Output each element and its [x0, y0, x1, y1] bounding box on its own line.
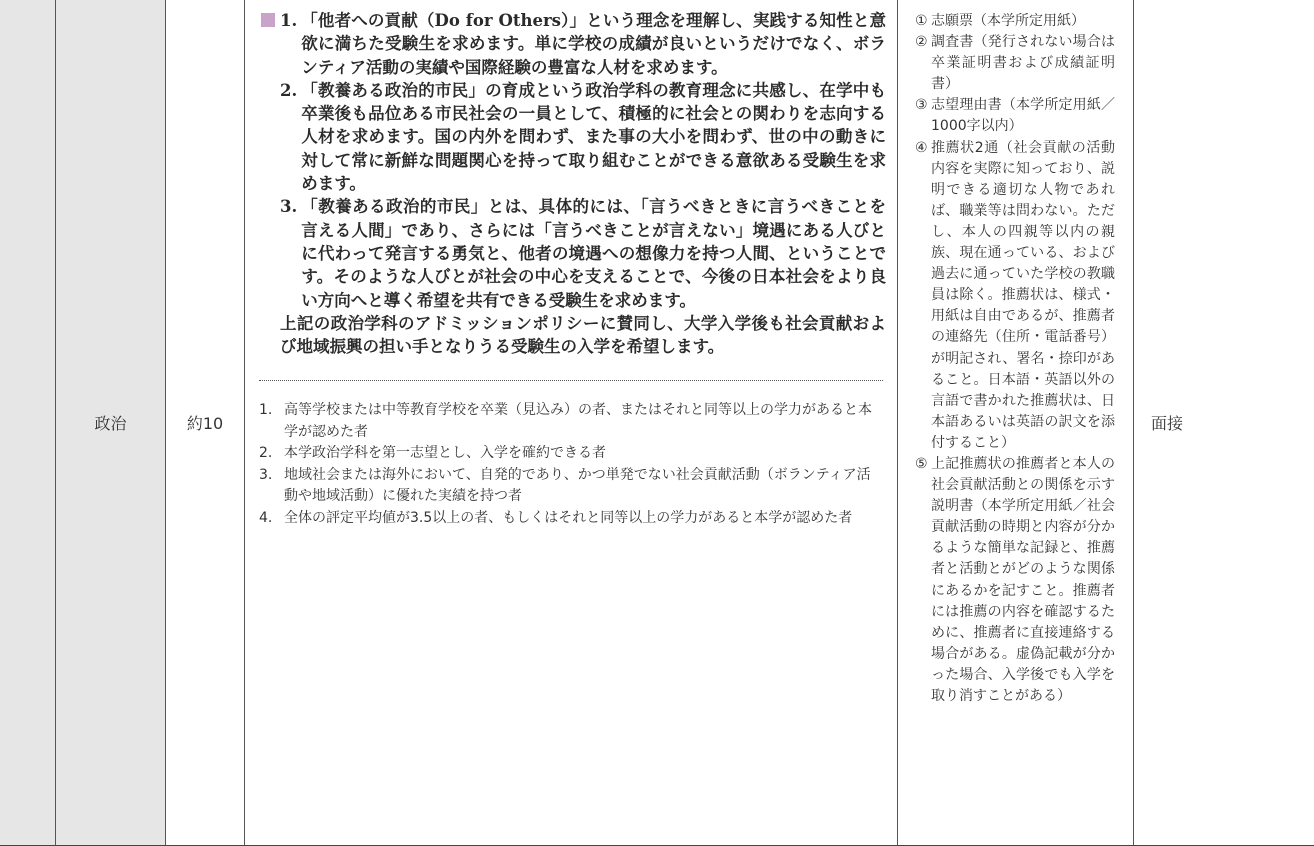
- document-item: ⑤ 上記推薦状の推薦者と本人の社会貢献活動との関係を示す説明書（本学所定用紙／社会貢献活動の時期と内容が分かるような簡単な記録と、推薦者と活動とがどのような関係にあるかを記すこと。推薦者には推薦の内容を確認するために、推薦者に直接連絡する場合がある。虚偽記載が分かった場合、入学後でも入学を取り消すことがある）: [915, 455, 1115, 704]
- eligibility-requirements: [259, 400, 883, 529]
- department-name: 政治: [94, 414, 127, 433]
- requirement-item: 3. 地域社会または海外において、自発的であり、かつ単発でない社会貢献活動（ボランティア活動や地域活動）に優れた実績を持つ者: [259, 466, 871, 504]
- required-documents: [915, 11, 1115, 707]
- policy-item: 2. 「教養ある政治的市民」の育成という政治学科の教育理念に共感し、在学中も卒業後も品位ある市民社会の一員として、積極的に社会との関わりを志向する人材を求めます。国の内外を問わず、また事の大小を問わず、世の中の動きに対して常に新鮮な問題関心を持って取り組むことができる意欲ある受験生を求めます。: [280, 80, 886, 194]
- requirement-item: 4. 全体の評定平均値が3.5以上の者、もしくはそれと同等以上の学力があると本学が認めた者: [259, 509, 853, 526]
- square-marker-icon: [261, 13, 275, 27]
- selection-method: 面接: [1151, 414, 1184, 433]
- policy-requirements-cell: [245, 0, 898, 845]
- policy-footer: 上記の政治学科のアドミッションポリシーに賛同し、大学入学後も社会貢献および地域振興の担い手となりうる受験生の入学を希望します。: [280, 313, 886, 357]
- department-cell: [56, 0, 166, 845]
- document-item: ③ 志望理由書（本学所定用紙／1000字以内）: [915, 97, 1115, 135]
- requirement-item: 2. 本学政治学科を第一志望とし、入学を確約できる者: [259, 445, 606, 461]
- document-item: ① 志願票（本学所定用紙）: [915, 13, 1085, 29]
- capacity-value: 約10: [186, 414, 224, 433]
- documents-cell: [898, 0, 1134, 845]
- document-item: ④ 推薦状2通（社会貢献の活動内容を実際に知っており、説明できる適切な人物であれば、職業等は問わない。ただし、本人の四親等以内の親族、現在通っている、および過去に通っていた学校の教職員は除く。推薦状は、様式・用紙は自由であるが、推薦者の連絡先（住所・電話番号）が明記され、署名・捺印があること。日本語・英語以外の言語で書かれた推薦状は、日本語あるいは英語の訳文を添付すること）: [915, 139, 1115, 451]
- policy-item: 3. 「教養ある政治的市民」とは、具体的には、「言うべきときに言うべきことを言える人間」であり、さらには「言うべきことが言えない」境遇にある人びとに代わって発言する勇気と、他者の境遇への想像力を持つ人間、ということです。そのような人びとが社会の中心を支えることで、今後の日本社会をより良い方向へと導く希望を共有できる受験生を求めます。: [280, 197, 886, 310]
- selection-method-cell: [1134, 0, 1314, 845]
- admission-policy: [261, 9, 886, 358]
- capacity-cell: [166, 0, 245, 845]
- policy-item: 1. 「他者への貢献（Do for Others）」という理念を理解し、実践する知性と意欲に満ちた受験生を求めます。単に学校の成績が良いというだけでなく、ボランティア活動の実績や国際経験の豊富な人材を求めます。: [261, 9, 886, 79]
- document-item: ② 調査書（発行されない場合は卒業証明書および成績証明書）: [915, 34, 1115, 93]
- dotted-divider: [259, 380, 883, 381]
- requirement-item: 1. 高等学校または中等教育学校を卒業（見込み）の者、またはそれと同等以上の学力があると本学が認めた者: [259, 402, 872, 440]
- faculty-column: [0, 0, 56, 845]
